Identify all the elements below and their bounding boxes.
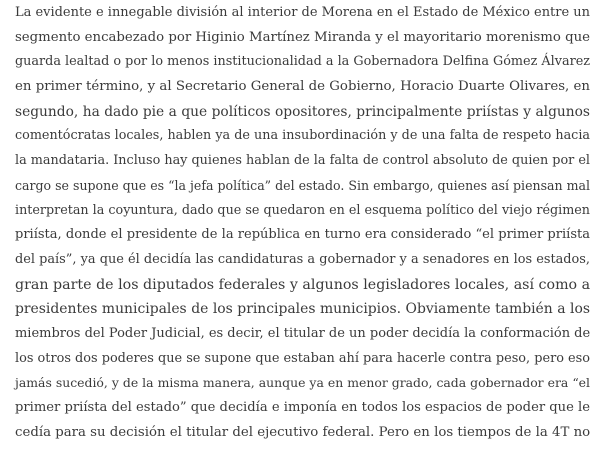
paragraph-line: jamás sucedió, y de la misma manera, aunque ya en menor grado, cada gobernador era “el xyxy=(15,375,590,391)
paragraph-line: comentócratas locales, hablen ya de una insubordinación y de una falta de respeto hacia xyxy=(15,128,590,144)
paragraph-line: segundo, ha dado pie a que políticos opositores, principalmente priístas y algunos xyxy=(15,103,590,120)
paragraph-line: primer priísta del estado” que decidía e imponía en todos los espacios de poder que le xyxy=(15,400,590,415)
paragraph-line: priísta, donde el presidente de la república en turno era considerado “el primer priísta xyxy=(15,227,590,243)
paragraph-line: la mandataria. Incluso hay quienes hablan de la falta de control absoluto de quien por el xyxy=(15,153,590,169)
article-paragraph xyxy=(15,0,590,445)
paragraph-line: miembros del Poder Judicial, es decir, el titular de un poder decidía la conformación de xyxy=(15,325,591,341)
paragraph-line: La evidente e innegable división al interior de Morena en el Estado de México entre un xyxy=(15,5,590,20)
paragraph-line: en primer término, y al Secretario General de Gobierno, Horacio Duarte Olivares, en xyxy=(15,79,590,95)
paragraph-line: guarda lealtad o por lo menos institucionalidad a la Gobernadora Delfina Gómez Álvarez xyxy=(15,54,590,70)
paragraph-line: gran parte de los diputados federales y algunos legisladores locales, así como a xyxy=(15,276,591,293)
paragraph-line: segmento encabezado por Higinio Martínez Miranda y el mayoritario morenismo que xyxy=(15,29,590,45)
paragraph-line: cedía para su decisión el titular del ejecutivo federal. Pero en los tiempos de la 4T no xyxy=(15,424,591,440)
paragraph-line: cargo se supone que es “la jefa política” del estado. Sin embargo, quienes así piensan mal xyxy=(15,177,590,193)
paragraph-line: presidentes municipales de los principales municipios. Obviamente también a los xyxy=(15,301,590,318)
paragraph-line: los otros dos poderes que se supone que estaban ahí para hacerle contra peso, pero eso xyxy=(15,350,590,366)
paragraph-line: interpretan la coyuntura, dado que se quedaron en el esquema político del viejo régimen xyxy=(15,202,590,218)
paragraph-line: del país”, ya que él decidía las candidaturas a gobernador y a senadores en los estados, xyxy=(15,251,590,267)
